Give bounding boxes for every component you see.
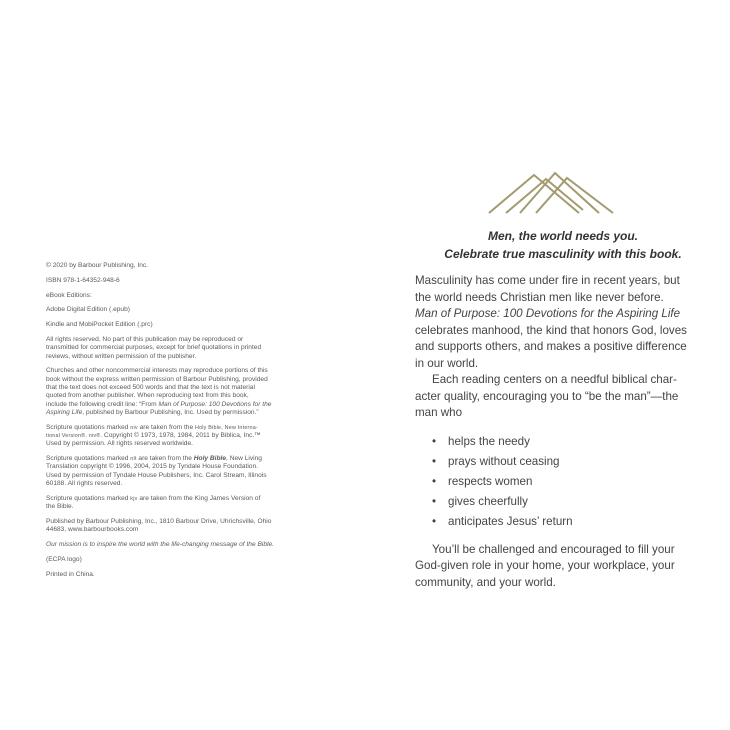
printed-in-line: Printed in China. [46,570,95,578]
copyright-page [46,262,316,585]
closing-paragraph: You’ll be challenged and encouraged to fill your God-given role in your home, your workplace, your community, and your world. [415,542,675,589]
bullet-icon: • [432,434,437,448]
bullet-icon: • [432,514,437,528]
copyright-line: © 2020 by Barbour Publishing, Inc. [46,262,148,269]
mission-statement: Our mission is to inspire the world with the life-changing message of the Bible. [46,540,274,548]
niv-paragraph: Scripture quotations marked niv are taken from the Holy Bible, New Interna- tional Version®. niv®. Copyright © 1973, 1978, 1984, 2011 by Biblica, Inc.™ Used by permission. All rights reserved worldwide. [46,423,261,448]
nlt-paragraph: Scripture quotations marked nlt are taken from the Holy Bible, New Living Translation copyright © 1996, 2004, 2015 by Tyndale House Foundation. Used by permission of Tyndale House Publishers, Inc. Carol Stream, Illinois 60188. All rights reserved. [46,455,267,487]
rights-paragraph: All rights reserved. No part of this publication may be reproduced or transmitted for commercial purposes, except for brief quotations in printed reviews, without written permission of the publisher. [46,335,262,360]
tagline [415,228,711,263]
back-cover-text [415,228,711,591]
list-item: • anticipates Jesus’ return [432,512,711,532]
intro-paragraph: Masculinity has come under fire in recent years, but the world needs Christian men like never before. Man of Purpose: 100 Devotions for the Aspiring Life celebrates manhood, the kind that honors God, loves and supports others, and makes a positive difference in our world. [415,273,711,372]
ebook-label: eBook Editions: [46,291,92,299]
ecpa-logo-placeholder: (ECPA logo) [46,555,82,563]
list-item: • helps the needy [432,432,711,452]
ebook-prc: Kindle and MobiPocket Edition (.prc) [46,321,153,329]
ebook-epub: Adobe Digital Edition (.epub) [46,306,130,314]
bullet-icon: • [432,454,437,468]
list-item: • gives cheerfully [432,492,711,512]
churches-paragraph: Churches and other noncommercial interests may reproduce portions of this book without the express written permission of Barbour Publishing, provided that the text does not exceed 500 words and that the text is not material quoted from another publisher. When reproducing text from this book, include the following credit line: “From Man of Purpose: 100 Devotions for the Aspiring Life, published by Barbour Publishing, Inc. Used by permission.” [46,367,272,416]
tagline-line-1: Men, the world needs you. [487,229,639,243]
bullet-icon: • [432,494,437,508]
kjv-paragraph: Scripture quotations marked kjv are taken from the King James Version of the Bible. [46,494,261,511]
quality-list [415,432,711,532]
isbn-line: ISBN 978-1-64352-948-6 [46,276,120,284]
list-item: • respects women [432,472,711,492]
publisher-paragraph: Published by Barbour Publishing, Inc., 1810 Barbour Drive, Uhrichsville, Ohio 44683, www.barbourbooks.com [46,517,272,534]
reading-paragraph: Each reading centers on a needful biblical char- acter quality, encouraging you to “be the man”—the man who [415,373,679,419]
mountain-peaks-icon [487,170,615,214]
bullet-icon: • [432,474,437,488]
list-item: • prays without ceasing [432,452,711,472]
book-title: Man of Purpose: 100 Devotions for the Aspiring Life [415,307,681,320]
tagline-line-2: Celebrate true masculinity with this book. [444,246,682,261]
